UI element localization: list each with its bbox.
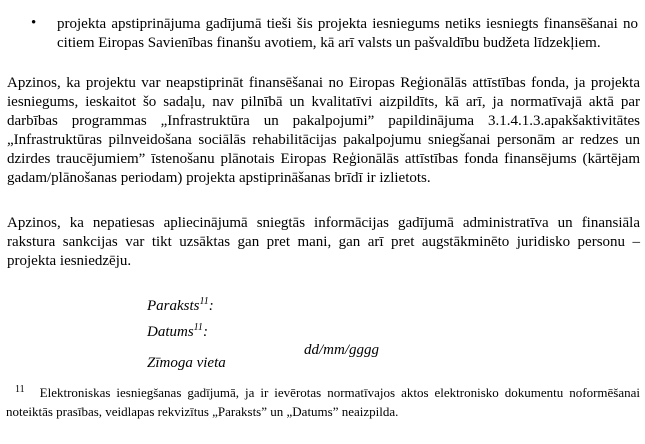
date-format-hint: dd/mm/gggg bbox=[304, 342, 379, 358]
paraksts-label: Paraksts bbox=[147, 298, 200, 314]
paragraph-apzinos-neapstiprinat: Apzinos, ka projektu var neapstiprināt finansēšanai no Eiropas Reģionālās attīstības fonda, ja projekta iesniegums, ieskaitot šo sadaļu, nav pilnībā un kvalitatīvi aizpildīts, kā arī, ja normatīvajā aktā par darbības programmas „Infrastruktūra un pakalpojumi” papildinājuma 3.1.4.1.3.apakšaktivitātes „Infrastruktūras pilnveidošana sociālās rehabilitācijas pakalpojumu sniegšanai personām ar redzes un dzirdes traucējumiem” īstenošanu plānotais Eiropas Reģionālās attīstības fonda finansējums (kārtējam gadam/plānošanas periodam) projekta apstiprināšanas brīdī ir izlietots. bbox=[7, 75, 640, 186]
signature-paraksts-line bbox=[147, 297, 214, 316]
zimoga-vieta-label: Zīmoga vieta bbox=[147, 355, 226, 371]
footnote-11 bbox=[6, 383, 640, 421]
datums-footnote-ref: 11 bbox=[193, 322, 203, 333]
bullet-marker: • bbox=[31, 15, 37, 31]
paraksts-footnote-ref: 11 bbox=[199, 296, 209, 307]
paraksts-colon: : bbox=[208, 298, 214, 314]
paragraph-apzinos-sankcijas: Apzinos, ka nepatiesas apliecinājumā sniegtās informācijas gadījumā administratīva un finansiāla rakstura sankcijas var tikt uzsāktas gan pret mani, gan arī pret augstākminēto juridisko personu – projekta iesniedzēju. bbox=[7, 215, 640, 269]
datums-colon: : bbox=[202, 324, 208, 340]
bullet-item-text: projekta apstiprinājuma gadījumā tieši šis projekta iesniegums netiks iesniegts finansēšanai no citiem Eiropas Savienības finanšu avotiem, kā arī valsts un pašvaldību budžeta līdzekļiem. bbox=[57, 16, 638, 51]
bullet-list-item bbox=[31, 15, 638, 53]
footnote-ref: 11 bbox=[15, 383, 25, 395]
footnote-text: Elektroniskas iesniegšanas gadījumā, ja ir ievērotas normatīvajos aktos elektronisko dokumentu noformēšanai noteiktās prasības, veidlapas rekvizītus „Paraksts” un „Datums” neaizpilda. bbox=[6, 385, 640, 419]
datums-label: Datums bbox=[147, 324, 194, 340]
signature-datums-line bbox=[147, 323, 208, 342]
